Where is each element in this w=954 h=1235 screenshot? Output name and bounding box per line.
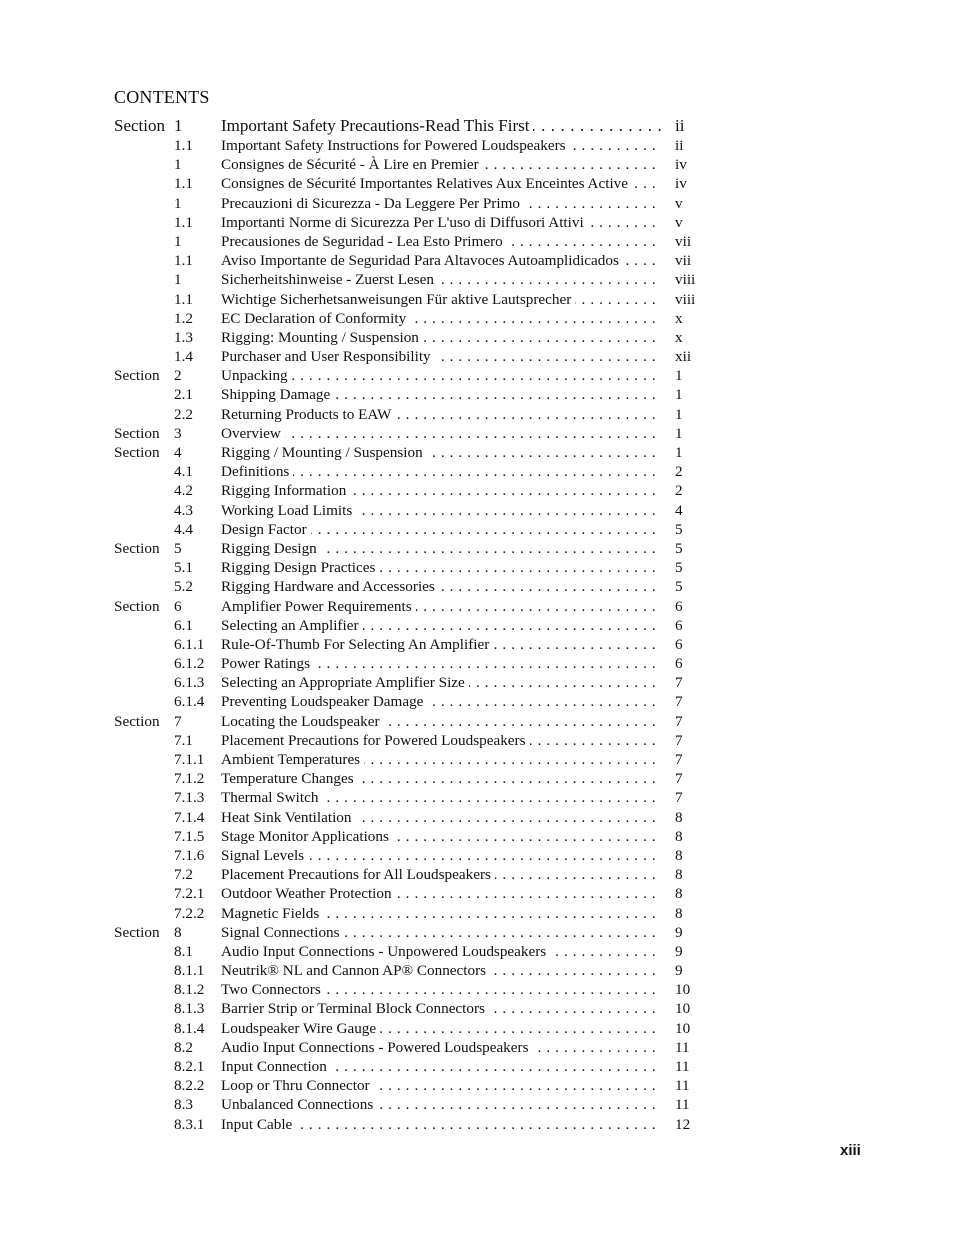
- toc-entry-number: 1: [174, 271, 182, 289]
- toc-entry-page: 7: [675, 712, 683, 730]
- toc-entry-title: Thermal Switch: [221, 789, 322, 806]
- toc-entry-title: Overview: [221, 425, 285, 442]
- toc-entry: [114, 1095, 714, 1114]
- toc-entry-number: 2.1: [174, 386, 193, 404]
- toc-entry-page: x: [675, 328, 683, 346]
- toc-entry: [114, 904, 714, 923]
- toc-entry-page: 2: [675, 463, 683, 481]
- toc-entry-title: Heat Sink Ventilation: [221, 809, 356, 826]
- toc-entry-title-leader: [221, 635, 661, 654]
- toc-entry: [114, 750, 714, 769]
- toc-entry-page: 5: [675, 559, 683, 577]
- toc-entry-page: 7: [675, 693, 683, 711]
- toc-entry-page: 6: [675, 597, 683, 615]
- toc-entry: [114, 731, 714, 750]
- toc-entry-number: 1: [174, 194, 182, 212]
- toc-entry-title: Purchaser and User Responsibility: [221, 348, 435, 365]
- toc-entry: [114, 366, 714, 385]
- toc-entry-number: 6.1.3: [174, 674, 205, 692]
- toc-entry-title-leader: [221, 616, 661, 635]
- toc-entry-title: Placement Precautions for Powered Loudspeakers: [221, 732, 530, 749]
- toc-section-label: Section: [114, 539, 160, 557]
- toc-entry-page: 11: [675, 1038, 690, 1056]
- toc-entry: [114, 597, 714, 616]
- toc-entry-page: ii: [675, 137, 684, 154]
- toc-entry-page: 8: [675, 846, 683, 864]
- toc-entry-number: 7.1.4: [174, 808, 205, 826]
- toc-entry: [114, 884, 714, 903]
- toc-entry-number: 2: [174, 367, 182, 385]
- toc-entry: [114, 309, 714, 328]
- toc-entry-number: 7.1.2: [174, 770, 205, 788]
- toc-entry-title-leader: [221, 904, 661, 923]
- toc-entry: [114, 980, 714, 999]
- toc-entry-number: 7.2: [174, 866, 193, 884]
- toc-entry-number: 4.4: [174, 520, 193, 538]
- toc-entry-number: 3: [174, 424, 182, 442]
- toc-entry-title: Neutrik® NL and Cannon AP® Connectors: [221, 962, 490, 979]
- toc-entry-title: Precauzioni di Sicurezza - Da Leggere Per Primo: [221, 195, 524, 212]
- toc-entry-title-leader: [221, 750, 661, 769]
- toc-entry: [114, 673, 714, 692]
- toc-entry-title-leader: [221, 999, 661, 1018]
- toc-entry-title-leader: [221, 174, 661, 193]
- toc-entry-title: Input Connection: [221, 1058, 331, 1075]
- toc-entry: [114, 769, 714, 788]
- toc-entry-title: Design Factor: [221, 521, 311, 538]
- toc-entry-page: 7: [675, 751, 683, 768]
- toc-entry-number: 5.2: [174, 578, 193, 596]
- toc-entry-page: 11: [675, 1077, 690, 1095]
- toc-entry-page: 1: [675, 424, 683, 442]
- toc-entry: [114, 385, 714, 404]
- toc-entry: [114, 232, 714, 251]
- toc-entry-title: Preventing Loudspeaker Damage: [221, 693, 427, 710]
- toc-entry-title-leader: [221, 501, 661, 520]
- toc-entry-number: 6.1.1: [174, 635, 205, 653]
- toc-entry-title-leader: [221, 712, 661, 731]
- toc-entry-title-leader: [221, 424, 661, 443]
- page-number: xiii: [840, 1142, 861, 1159]
- toc-entry-title-leader: [221, 155, 661, 174]
- toc-entry-page: 8: [675, 808, 683, 826]
- toc-entry-title-leader: [221, 769, 661, 788]
- toc-entry-title: Audio Input Connections - Powered Loudspeakers: [221, 1039, 533, 1056]
- toc-entry-title: Barrier Strip or Terminal Block Connectors: [221, 1000, 489, 1017]
- toc-entry-page: 8: [675, 866, 683, 884]
- toc-entry: [114, 443, 714, 462]
- toc-entry: [114, 1057, 714, 1076]
- toc-entry-title: Signal Levels: [221, 847, 308, 864]
- toc-entry-title-leader: [221, 827, 661, 846]
- toc-entry-title: Placement Precautions for All Loudspeakers: [221, 866, 495, 883]
- toc-entry: [114, 136, 714, 155]
- toc-entry-title-leader: [221, 942, 661, 961]
- toc-entry-page: 11: [675, 1058, 690, 1075]
- toc-entry-page: 8: [675, 885, 683, 903]
- toc-entry-page: 10: [675, 1000, 691, 1018]
- toc-entry-title-leader: [221, 385, 661, 404]
- toc-entry-page: 6: [675, 655, 683, 673]
- toc-entry-number: 7.1: [174, 731, 193, 749]
- toc-entry-number: 8: [174, 923, 182, 941]
- toc-entry-number: 4.3: [174, 501, 193, 519]
- toc-entry-number: 8.1.1: [174, 962, 205, 980]
- toc-entry-title-leader: [221, 788, 661, 807]
- toc-entry-title-leader: [221, 213, 661, 232]
- toc-entry-title: Important Safety Precautions-Read This First: [221, 116, 533, 135]
- toc-entry-number: 1: [174, 156, 182, 174]
- toc-entry-title-leader: [221, 194, 661, 213]
- toc-entry-page: xii: [675, 348, 692, 366]
- toc-entry-title-leader: [221, 1019, 661, 1038]
- toc-entry: [114, 328, 714, 347]
- toc-entry-title: Loop or Thru Connector: [221, 1077, 374, 1094]
- toc-entry-title-leader: [221, 558, 661, 577]
- toc-entry: [114, 999, 714, 1018]
- toc-entry: [114, 424, 714, 443]
- toc-entry-number: 1.1: [174, 252, 193, 270]
- toc-entry: [114, 1115, 714, 1134]
- toc-entry-number: 4.1: [174, 463, 193, 481]
- toc-entry-title-leader: [221, 443, 661, 462]
- toc-entry: [114, 539, 714, 558]
- toc-entry: [114, 194, 714, 213]
- toc-entry-number: 1.4: [174, 348, 193, 366]
- toc-entry-title: Rigging Hardware and Accessories: [221, 578, 439, 595]
- toc-entry: [114, 290, 714, 309]
- toc-entry-title-leader: [221, 328, 661, 347]
- toc-entry-number: 1.2: [174, 309, 193, 327]
- toc-section-label: Section: [114, 444, 160, 461]
- toc-entry: [114, 942, 714, 961]
- toc-entry: [114, 654, 714, 673]
- toc-entry-title: Unbalanced Connections: [221, 1096, 377, 1113]
- toc-entry-title: Two Connectors: [221, 981, 325, 998]
- toc-entry: [114, 846, 714, 865]
- toc-entry-title: Consignes de Sécurité - À Lire en Premier: [221, 156, 483, 173]
- toc-entry-number: 4.2: [174, 482, 193, 500]
- toc-entry-number: 7.2.2: [174, 904, 205, 922]
- toc-entry-title: Magnetic Fields: [221, 905, 323, 922]
- toc-entry-title-leader: [221, 116, 661, 136]
- toc-entry-number: 8.2.2: [174, 1077, 205, 1095]
- toc-entry-page: 5: [675, 539, 683, 557]
- toc-entry-number: 1.3: [174, 328, 193, 346]
- toc-entry-page: 4: [675, 501, 683, 519]
- toc-entry: [114, 155, 714, 174]
- toc-entry-number: 7.1.6: [174, 846, 205, 864]
- toc-entry-title-leader: [221, 290, 661, 309]
- toc-entry-title-leader: [221, 136, 661, 155]
- toc-entry-title-leader: [221, 462, 661, 481]
- toc-entry-page: 9: [675, 923, 683, 941]
- toc-entry-page: 10: [675, 1019, 691, 1037]
- toc-entry: [114, 558, 714, 577]
- toc-entry: [114, 577, 714, 596]
- toc-entry: [114, 481, 714, 500]
- toc-entry-title-leader: [221, 692, 661, 711]
- toc-entry: [114, 501, 714, 520]
- toc-entry-page: 7: [675, 770, 683, 788]
- toc-entry-page: 7: [675, 731, 683, 749]
- toc-entry-number: 8.3: [174, 1096, 193, 1114]
- toc-entry-title: Precausiones de Seguridad - Lea Esto Primero: [221, 233, 507, 250]
- toc-entry: [114, 616, 714, 635]
- toc-entry: [114, 116, 714, 136]
- toc-entry-title: Aviso Importante de Seguridad Para Altavoces Autoamplidicados: [221, 252, 623, 269]
- toc-entry-title: Rigging Design Practices: [221, 559, 379, 576]
- toc-entry-number: 2.2: [174, 405, 193, 423]
- toc-entry-number: 5.1: [174, 559, 193, 577]
- toc-entry-title: Loudspeaker Wire Gauge: [221, 1020, 380, 1037]
- toc-entry-title-leader: [221, 251, 661, 270]
- toc-entry-title-leader: [221, 1115, 661, 1134]
- toc-entry-title: Rule-Of-Thumb For Selecting An Amplifier: [221, 636, 493, 653]
- toc-entry-title: Shipping Damage: [221, 386, 334, 403]
- toc-entry-number: 1.1: [174, 175, 193, 193]
- toc-entry-title: Amplifier Power Requirements: [221, 598, 416, 615]
- toc-entry-title-leader: [221, 309, 661, 328]
- toc-entry-page: 9: [675, 962, 683, 980]
- toc-entry: [114, 1038, 714, 1057]
- toc-entry-page: 7: [675, 674, 683, 692]
- toc-entry: [114, 174, 714, 193]
- toc-entry-number: 7.1.3: [174, 789, 205, 807]
- toc-entry-title: Unpacking: [221, 367, 292, 384]
- toc-entry-title-leader: [221, 481, 661, 500]
- toc-entry-number: 8.2: [174, 1038, 193, 1056]
- toc-entry-number: 8.3.1: [174, 1115, 205, 1133]
- toc-entry-title: Definitions: [221, 463, 293, 480]
- toc-entry-number: 8.1.2: [174, 981, 205, 999]
- toc-entry-number: 8.1.4: [174, 1019, 205, 1037]
- toc-entry: [114, 213, 714, 232]
- toc-entry-title: Rigging / Mounting / Suspension: [221, 444, 427, 461]
- toc-entry-number: 6.1: [174, 616, 193, 634]
- toc-entry: [114, 270, 714, 289]
- contents-heading: CONTENTS: [114, 87, 210, 107]
- toc-section-label: Section: [114, 367, 160, 385]
- toc-entry-title-leader: [221, 597, 661, 616]
- toc-entry-title-leader: [221, 865, 661, 884]
- toc-entry-title: Stage Monitor Applications: [221, 828, 393, 845]
- toc-entry-title: Selecting an Amplifier: [221, 617, 363, 634]
- table-of-contents: [114, 116, 714, 1134]
- toc-entry-title: Power Ratings: [221, 655, 314, 672]
- toc-entry-number: 6: [174, 597, 182, 615]
- toc-entry-number: 5: [174, 539, 182, 557]
- toc-entry-title-leader: [221, 1038, 661, 1057]
- toc-entry: [114, 712, 714, 731]
- toc-entry-title: Rigging: Mounting / Suspension: [221, 329, 423, 346]
- toc-entry-title: Important Safety Instructions for Powered Loudspeakers: [221, 137, 570, 154]
- toc-entry-page: viii: [675, 290, 696, 308]
- toc-entry: [114, 692, 714, 711]
- toc-entry-page: 6: [675, 635, 683, 653]
- toc-entry: [114, 347, 714, 366]
- toc-entry-title: Signal Connections: [221, 924, 344, 941]
- toc-entry-title: Rigging Design: [221, 540, 321, 557]
- toc-entry-page: 1: [675, 405, 683, 423]
- toc-entry: [114, 827, 714, 846]
- toc-entry-page: 10: [675, 981, 691, 999]
- toc-entry: [114, 808, 714, 827]
- toc-entry-title-leader: [221, 270, 661, 289]
- toc-entry-page: iv: [675, 175, 687, 193]
- toc-entry-title: Importanti Norme di Sicurezza Per L'uso di Diffusori Attivi: [221, 214, 588, 231]
- toc-entry-title-leader: [221, 1076, 661, 1095]
- toc-entry-title: Rigging Information: [221, 482, 350, 499]
- toc-entry-number: 6.1.2: [174, 655, 205, 673]
- toc-entry-number: 1.1: [174, 290, 193, 308]
- toc-entry-title-leader: [221, 520, 661, 539]
- toc-entry: [114, 961, 714, 980]
- toc-entry-number: 4: [174, 444, 182, 461]
- toc-entry-title-leader: [221, 366, 661, 385]
- toc-entry-page: 1: [675, 444, 683, 461]
- toc-entry-page: 8: [675, 904, 683, 922]
- toc-entry-title: Returning Products to EAW: [221, 406, 395, 423]
- toc-entry-page: ii: [675, 116, 685, 135]
- toc-entry-page: 8: [675, 827, 683, 845]
- toc-section-label: Section: [114, 597, 160, 615]
- toc-entry-number: 8.2.1: [174, 1058, 205, 1075]
- toc-entry-title-leader: [221, 1095, 661, 1114]
- toc-entry-number: 7.2.1: [174, 885, 205, 903]
- toc-entry-title: Ambient Temperatures: [221, 751, 364, 768]
- toc-entry-title: Locating the Loudspeaker: [221, 713, 384, 730]
- toc-entry: [114, 865, 714, 884]
- toc-entry-title-leader: [221, 961, 661, 980]
- toc-entry-number: 6.1.4: [174, 693, 205, 711]
- toc-entry-page: vii: [675, 252, 692, 270]
- toc-entry-page: 6: [675, 616, 683, 634]
- toc-entry-title: Temperature Changes: [221, 770, 358, 787]
- toc-entry-number: 7.1.5: [174, 827, 205, 845]
- toc-entry: [114, 1019, 714, 1038]
- toc-entry-number: 8.1.3: [174, 1000, 205, 1018]
- toc-entry-title: Consignes de Sécurité Importantes Relatives Aux Enceintes Active: [221, 175, 632, 192]
- toc-entry-title: Selecting an Appropriate Amplifier Size: [221, 674, 469, 691]
- toc-entry-page: iv: [675, 156, 687, 174]
- toc-entry-title-leader: [221, 232, 661, 251]
- toc-entry-title: Wichtige Sicherhetsanweisungen Für aktive Lautsprecher: [221, 291, 575, 308]
- toc-entry-title: Input Cable: [221, 1116, 296, 1133]
- toc-entry: [114, 520, 714, 539]
- toc-entry-number: 1: [174, 116, 183, 135]
- toc-entry-title-leader: [221, 980, 661, 999]
- toc-entry-number: 1.1: [174, 213, 193, 231]
- toc-entry-title-leader: [221, 673, 661, 692]
- toc-entry-title-leader: [221, 577, 661, 596]
- toc-entry-title: Audio Input Connections - Unpowered Loudspeakers: [221, 943, 550, 960]
- toc-entry: [114, 923, 714, 942]
- toc-entry-title: Working Load Limits: [221, 502, 356, 519]
- toc-entry-page: v: [675, 194, 683, 212]
- toc-entry-title-leader: [221, 731, 661, 750]
- toc-entry-title-leader: [221, 1057, 661, 1076]
- toc-entry-page: 5: [675, 578, 683, 596]
- toc-entry-page: 1: [675, 386, 683, 404]
- toc-entry-page: x: [675, 309, 683, 327]
- toc-section-label: Section: [114, 424, 160, 442]
- toc-entry-title-leader: [221, 347, 661, 366]
- toc-entry-page: 1: [675, 367, 683, 385]
- toc-entry-title-leader: [221, 405, 661, 424]
- toc-entry-title-leader: [221, 846, 661, 865]
- toc-entry-number: 8.1: [174, 942, 193, 960]
- toc-entry: [114, 251, 714, 270]
- toc-entry-page: 9: [675, 942, 683, 960]
- toc-entry-title: Sicherheitshinweise - Zuerst Lesen: [221, 271, 438, 288]
- toc-section-label: Section: [114, 712, 160, 730]
- toc-section-label: Section: [114, 116, 165, 135]
- toc-entry: [114, 405, 714, 424]
- toc-entry-number: 1.1: [174, 137, 193, 154]
- toc-entry-title-leader: [221, 654, 661, 673]
- toc-entry-title-leader: [221, 884, 661, 903]
- toc-entry-page: 12: [675, 1115, 691, 1133]
- toc-entry-page: v: [675, 213, 683, 231]
- toc-entry-page: 5: [675, 520, 683, 538]
- toc-entry-title-leader: [221, 808, 661, 827]
- toc-entry-number: 1: [174, 232, 182, 250]
- toc-entry: [114, 1076, 714, 1095]
- toc-entry-title: EC Declaration of Conformity: [221, 310, 410, 327]
- toc-entry-title: Outdoor Weather Protection: [221, 885, 396, 902]
- toc-entry-number: 7.1.1: [174, 751, 205, 768]
- toc-entry-page: viii: [675, 271, 696, 289]
- toc-entry: [114, 788, 714, 807]
- toc-entry: [114, 462, 714, 481]
- toc-entry-title-leader: [221, 539, 661, 558]
- toc-entry-title-leader: [221, 923, 661, 942]
- toc-section-label: Section: [114, 923, 160, 941]
- toc-entry-number: 7: [174, 712, 182, 730]
- toc-entry-page: 2: [675, 482, 683, 500]
- toc-entry: [114, 635, 714, 654]
- toc-entry-page: 11: [675, 1096, 690, 1114]
- toc-entry-page: vii: [675, 232, 692, 250]
- toc-entry-page: 7: [675, 789, 683, 807]
